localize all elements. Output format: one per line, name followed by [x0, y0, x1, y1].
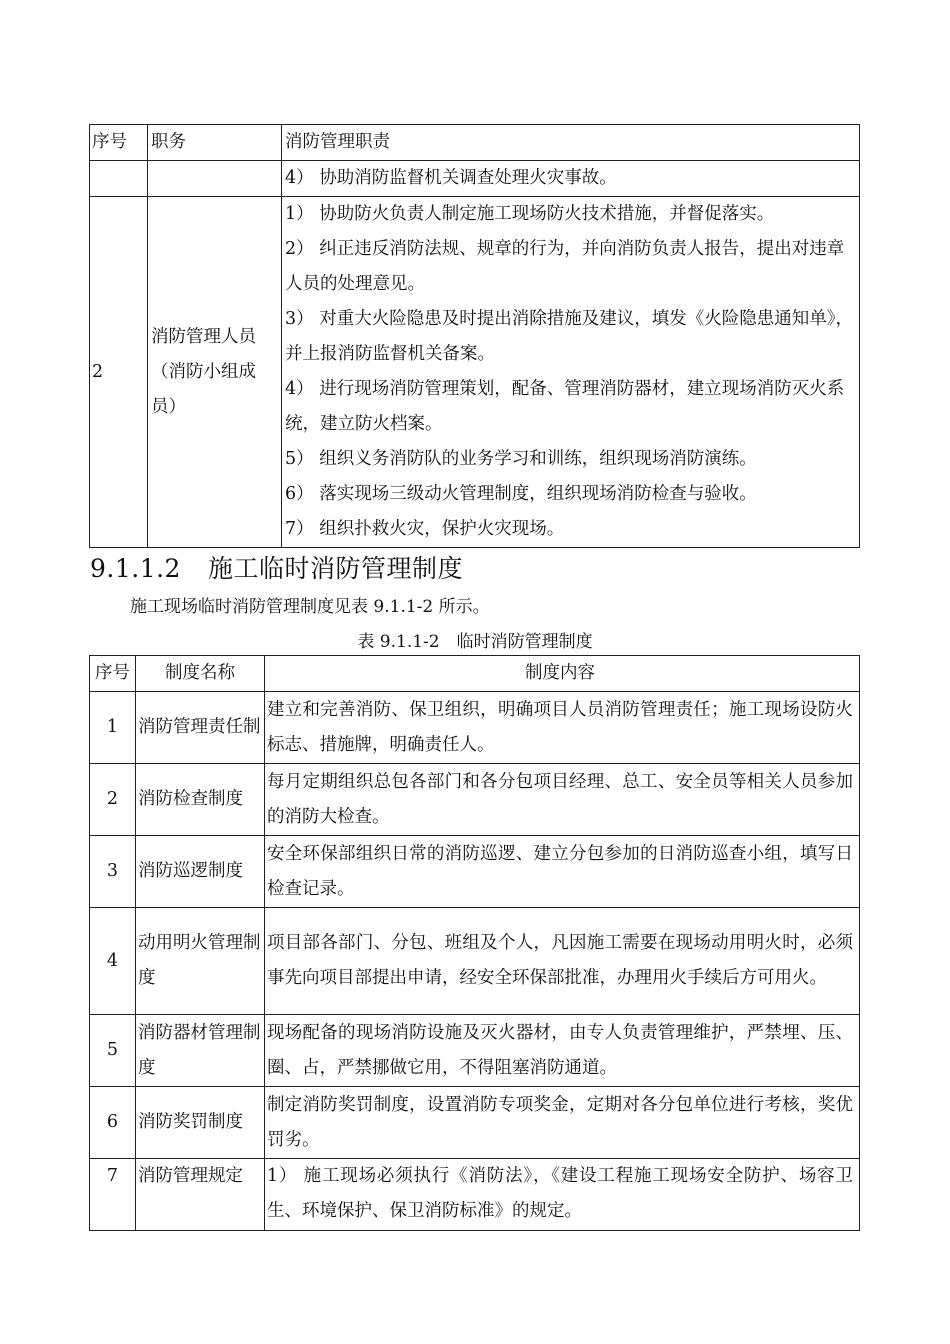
fire-regulation-table [89, 655, 860, 1231]
table-row [90, 692, 860, 764]
table-header-row [90, 656, 860, 692]
cell-no: 2 [90, 197, 148, 548]
cell-name: 动用明火管理制度 [136, 908, 265, 1015]
header-cell-duty: 消防管理职责 [282, 125, 860, 161]
duty-item: 4） 进行现场消防管理策划，配备、管理消防器材，建立现场消防灭火系统，建立防火档案。 [285, 379, 845, 434]
table-row [90, 764, 860, 836]
header-cell-name: 制度名称 [136, 656, 265, 692]
cell-no: 1 [90, 692, 136, 764]
cell-content: 现场配备的现场消防设施及灭火器材，由专人负责管理维护，严禁埋、压、圈、占，严禁挪做它用，不得阻塞消防通道。 [265, 1015, 860, 1087]
cell-no: 3 [90, 836, 136, 908]
cell-no: 4 [90, 908, 136, 1015]
table-row [90, 161, 860, 197]
cell-no: 5 [90, 1015, 136, 1087]
cell-name: 消防奖罚制度 [136, 1087, 265, 1159]
cell-no: 2 [90, 764, 136, 836]
table-header-row [90, 125, 860, 161]
cell-duty: 4） 协助消防监督机关调查处理火灾事故。 [282, 161, 860, 197]
duty-item: 5） 组织义务消防队的业务学习和训练，组织现场消防演练。 [285, 449, 757, 469]
duty-item: 2） 纠正违反消防法规、规章的行为，并向消防负责人报告，提出对违章人员的处理意见。 [285, 239, 845, 294]
cell-no [90, 161, 148, 197]
cell-content: 1） 施工现场必须执行《消防法》，《建设工程施工现场安全防护、场容卫生、环境保护、保卫消防标准》的规定。 [265, 1159, 860, 1231]
cell-content: 项目部各部门、分包、班组及个人，凡因施工需要在现场动用明火时，必须事先向项目部提出申请，经安全环保部批准，办理用火手续后方可用火。 [265, 908, 860, 1015]
intro-paragraph: 施工现场临时消防管理制度见表 9.1.1-2 所示。 [130, 597, 490, 617]
header-cell-content: 制度内容 [265, 656, 860, 692]
cell-content: 建立和完善消防、保卫组织，明确项目人员消防管理责任；施工现场设防火标志、措施牌，明确责任人。 [265, 692, 860, 764]
section-heading [90, 549, 463, 585]
table-row [90, 1159, 860, 1231]
cell-name: 消防检查制度 [136, 764, 265, 836]
cell-name: 消防器材管理制度 [136, 1015, 265, 1087]
cell-content: 每月定期组织总包各部门和各分包项目经理、总工、安全员等相关人员参加的消防大检查。 [265, 764, 860, 836]
cell-name: 消防管理规定 [136, 1159, 265, 1231]
cell-role: 消防管理人员（消防小组成员） [148, 197, 282, 548]
table-row [90, 1015, 860, 1087]
cell-content: 制定消防奖罚制度，设置消防专项奖金，定期对各分包单位进行考核，奖优罚劣。 [265, 1087, 860, 1159]
duty-item: 1） 协助防火负责人制定施工现场防火技术措施，并督促落实。 [285, 204, 775, 224]
section-title: 施工临时消防管理制度 [208, 554, 464, 583]
table-row [90, 1087, 860, 1159]
header-cell-no: 序号 [90, 125, 148, 161]
header-cell-role: 职务 [148, 125, 282, 161]
cell-name: 消防巡逻制度 [136, 836, 265, 908]
cell-no: 6 [90, 1087, 136, 1159]
table-row [90, 197, 860, 548]
cell-name: 消防管理责任制 [136, 692, 265, 764]
cell-duty-list [282, 197, 860, 548]
duty-item: 7） 组织扑救火灾，保护火灾现场。 [285, 519, 565, 539]
section-number: 9.1.1.2 [90, 554, 181, 583]
table-row [90, 836, 860, 908]
cell-role [148, 161, 282, 197]
duty-item: 6） 落实现场三级动火管理制度，组织现场消防检查与验收。 [285, 484, 757, 504]
fire-duty-table [89, 124, 860, 548]
cell-no: 7 [90, 1159, 136, 1231]
table-caption: 表 9.1.1-2 临时消防管理制度 [357, 632, 593, 652]
duty-item: 3） 对重大火险隐患及时提出消除措施及建议，填发《火险隐患通知单》，并上报消防监督机关备案。 [285, 309, 853, 364]
table-row [90, 908, 860, 1015]
cell-content: 安全环保部组织日常的消防巡逻、建立分包参加的日消防巡查小组，填写日检查记录。 [265, 836, 860, 908]
header-cell-no: 序号 [90, 656, 136, 692]
